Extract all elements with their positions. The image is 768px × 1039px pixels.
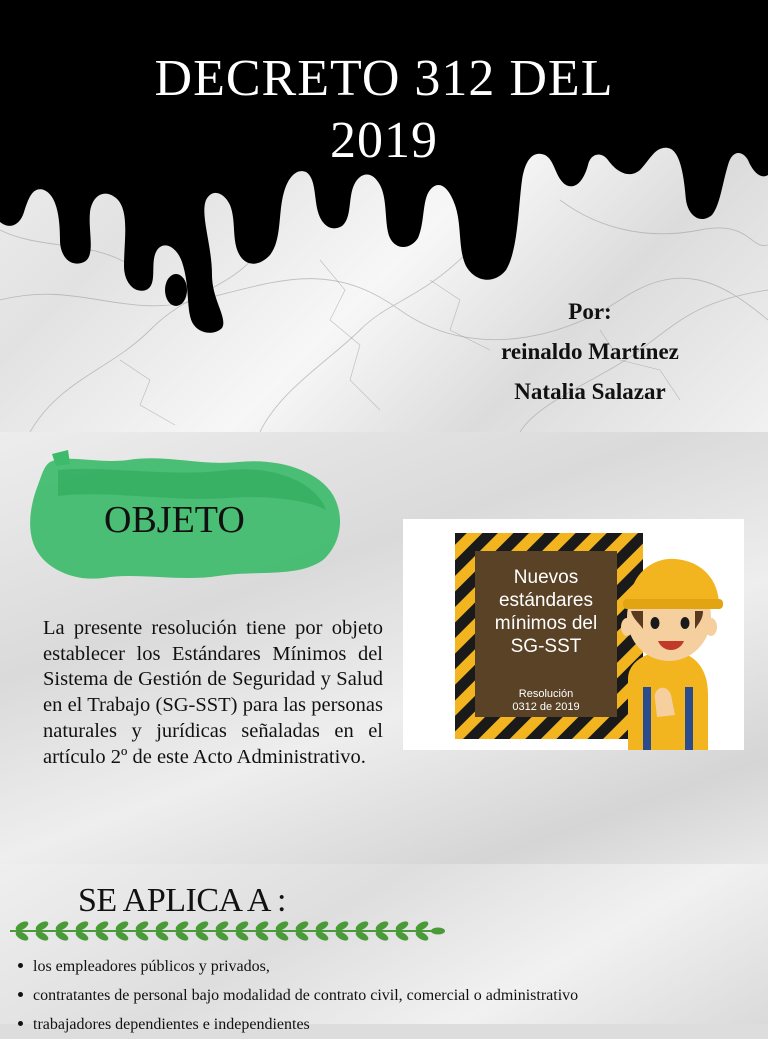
- author-name: reinaldo Martínez: [501, 339, 679, 364]
- sg-sst-illustration: [403, 519, 744, 750]
- title-line-2: 2019: [330, 112, 438, 169]
- author-name: Natalia Salazar: [514, 379, 666, 404]
- list-item-text: los empleadores públicos y privados,: [33, 958, 270, 975]
- title-slide: [0, 0, 768, 432]
- list-item: [18, 952, 578, 981]
- sign-headline-line: Nuevos: [513, 567, 579, 588]
- leaf-vine-divider: [8, 918, 448, 944]
- list-item: [18, 1010, 578, 1039]
- list-item-text: contratantes de personal bajo modalidad de contrato civil, comercial o administrativo: [33, 987, 579, 1004]
- sign-headline-line: estándares: [498, 590, 594, 611]
- objeto-slide: [0, 432, 768, 864]
- bullet-icon: [18, 963, 23, 968]
- bullet-icon: [18, 1021, 23, 1026]
- section-heading: OBJETO: [104, 499, 245, 541]
- sign-subline: 0312 de 2019: [512, 701, 580, 713]
- title-line-1: DECRETO 312 DEL: [154, 50, 614, 107]
- authors-block: [470, 292, 710, 412]
- sign-headline-line: mínimos del: [494, 613, 598, 634]
- sg-sst-graphic: [403, 519, 744, 750]
- applies-to-list: [18, 952, 578, 1039]
- aplica-slide: [0, 864, 768, 1033]
- sign-headline-line: SG-SST: [510, 636, 582, 657]
- by-label: Por:: [568, 299, 612, 324]
- section-heading: SE APLICA A :: [78, 882, 286, 919]
- bullet-icon: [18, 992, 23, 997]
- slide-title: [100, 48, 668, 172]
- list-item-text: trabajadores dependientes e independientes: [33, 1016, 310, 1033]
- sign-subline: Resolución: [518, 688, 574, 700]
- list-item: [18, 981, 578, 1010]
- objeto-paragraph: La presente resolución tiene por objeto establecer los Estándares Mínimos del Sistema de Gestión de Seguridad y Salud en el Trabajo (SG-SST) para las personas naturales y jurídicas señaladas en el artículo 2º de este Acto Administrativo.: [43, 617, 383, 768]
